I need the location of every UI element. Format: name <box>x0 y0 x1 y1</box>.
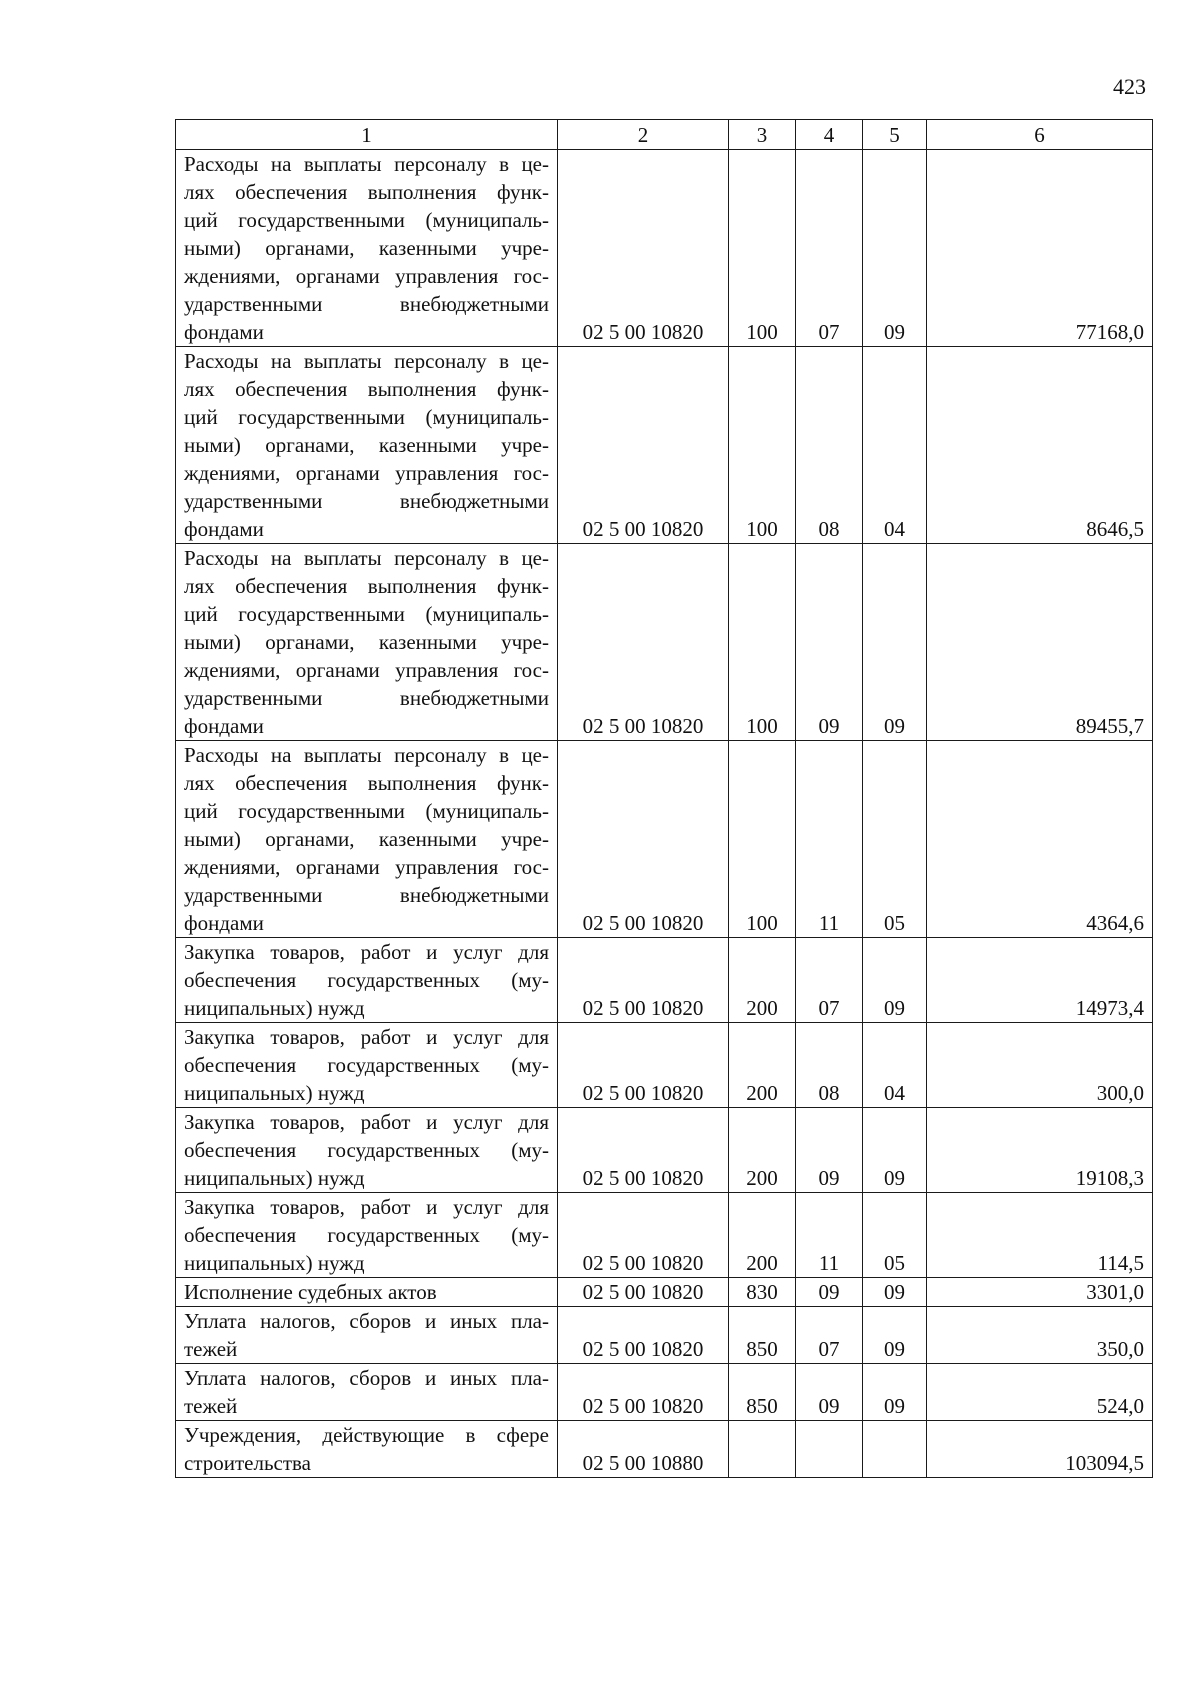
row-description <box>176 544 558 741</box>
description-line: Расходы на выплаты персоналу в це- <box>184 152 549 176</box>
table-row <box>176 1108 1153 1193</box>
description-line: ными) органами, казенными учре- <box>184 827 549 851</box>
row-description <box>176 1193 558 1278</box>
target-article-code: 02 5 00 10820 <box>558 150 729 347</box>
section-code: 09 <box>796 1278 863 1307</box>
description-line: ными) органами, казенными учре- <box>184 236 549 260</box>
page-number: 423 <box>1113 74 1146 99</box>
section-code: 07 <box>796 938 863 1023</box>
expense-type-code <box>729 1421 796 1478</box>
table-row <box>176 347 1153 544</box>
subsection-code: 09 <box>863 544 927 741</box>
table-row <box>176 1421 1153 1478</box>
expense-type-code: 200 <box>729 1023 796 1108</box>
expense-type-code: 100 <box>729 544 796 741</box>
description-line: ждениями, органами управления гос- <box>184 855 549 879</box>
description-line: Исполнение судебных актов <box>184 1280 437 1304</box>
description-line: ными) органами, казенными учре- <box>184 630 549 654</box>
description-line: ниципальных) нужд <box>184 996 365 1020</box>
expense-type-code: 100 <box>729 150 796 347</box>
budget-table <box>175 119 1153 1478</box>
description-line: лях обеспечения выполнения функ- <box>184 180 549 204</box>
section-code: 11 <box>796 741 863 938</box>
row-description <box>176 1421 558 1478</box>
table-row <box>176 544 1153 741</box>
table-header-row <box>176 120 1153 150</box>
description-line: Уплата налогов, сборов и иных пла- <box>184 1366 549 1390</box>
subsection-code: 09 <box>863 150 927 347</box>
description-line: Расходы на выплаты персоналу в це- <box>184 349 549 373</box>
description-line: лях обеспечения выполнения функ- <box>184 574 549 598</box>
description-line: Закупка товаров, работ и услуг для <box>184 1110 549 1134</box>
expense-type-code: 200 <box>729 1193 796 1278</box>
description-line: лях обеспечения выполнения функ- <box>184 377 549 401</box>
subsection-code: 09 <box>863 1108 927 1193</box>
section-code: 09 <box>796 544 863 741</box>
target-article-code: 02 5 00 10820 <box>558 1307 729 1364</box>
expense-type-code: 200 <box>729 1108 796 1193</box>
amount: 524,0 <box>927 1364 1153 1421</box>
subsection-code: 09 <box>863 1278 927 1307</box>
section-code: 11 <box>796 1193 863 1278</box>
section-code: 07 <box>796 1307 863 1364</box>
subsection-code: 04 <box>863 347 927 544</box>
description-line: обеспечения государственных (му- <box>184 1223 549 1247</box>
section-code <box>796 1421 863 1478</box>
description-line: фондами <box>184 911 264 935</box>
table-row <box>176 1278 1153 1307</box>
amount: 3301,0 <box>927 1278 1153 1307</box>
expense-type-code: 200 <box>729 938 796 1023</box>
table-row <box>176 1193 1153 1278</box>
description-line: фондами <box>184 320 264 344</box>
amount: 103094,5 <box>927 1421 1153 1478</box>
amount: 300,0 <box>927 1023 1153 1108</box>
row-description <box>176 150 558 347</box>
table-row <box>176 938 1153 1023</box>
target-article-code: 02 5 00 10820 <box>558 741 729 938</box>
description-line: ниципальных) нужд <box>184 1166 365 1190</box>
expense-type-code: 100 <box>729 741 796 938</box>
section-code: 08 <box>796 1023 863 1108</box>
description-line: ждениями, органами управления гос- <box>184 658 549 682</box>
amount: 114,5 <box>927 1193 1153 1278</box>
subsection-code: 04 <box>863 1023 927 1108</box>
target-article-code: 02 5 00 10820 <box>558 1108 729 1193</box>
section-code: 08 <box>796 347 863 544</box>
description-line: Расходы на выплаты персоналу в це- <box>184 546 549 570</box>
expense-type-code: 850 <box>729 1307 796 1364</box>
amount: 8646,5 <box>927 347 1153 544</box>
subsection-code: 09 <box>863 1364 927 1421</box>
description-line: Закупка товаров, работ и услуг для <box>184 1195 549 1219</box>
target-article-code: 02 5 00 10820 <box>558 1278 729 1307</box>
subsection-code: 09 <box>863 1307 927 1364</box>
expense-type-code: 830 <box>729 1278 796 1307</box>
description-line: Закупка товаров, работ и услуг для <box>184 940 549 964</box>
description-line: строительства <box>184 1451 312 1475</box>
column-header: 4 <box>796 120 863 150</box>
subsection-code: 05 <box>863 1193 927 1278</box>
description-line: ударственными внебюджетными <box>184 883 549 907</box>
amount: 19108,3 <box>927 1108 1153 1193</box>
table-row <box>176 1307 1153 1364</box>
column-header: 3 <box>729 120 796 150</box>
row-description <box>176 1307 558 1364</box>
description-line: тежей <box>184 1394 238 1418</box>
amount: 14973,4 <box>927 938 1153 1023</box>
description-line: тежей <box>184 1337 238 1361</box>
column-header: 5 <box>863 120 927 150</box>
amount: 4364,6 <box>927 741 1153 938</box>
description-line: фондами <box>184 517 264 541</box>
description-line: ждениями, органами управления гос- <box>184 461 549 485</box>
target-article-code: 02 5 00 10820 <box>558 938 729 1023</box>
table-row <box>176 1364 1153 1421</box>
amount: 77168,0 <box>927 150 1153 347</box>
target-article-code: 02 5 00 10820 <box>558 1023 729 1108</box>
description-line: ций государственными (муниципаль- <box>184 405 549 429</box>
target-article-code: 02 5 00 10820 <box>558 544 729 741</box>
target-article-code: 02 5 00 10820 <box>558 1364 729 1421</box>
description-line: ниципальных) нужд <box>184 1081 365 1105</box>
column-header: 6 <box>927 120 1153 150</box>
description-line: Учреждения, действующие в сфере <box>184 1423 549 1447</box>
description-line: ций государственными (муниципаль- <box>184 208 549 232</box>
section-code: 09 <box>796 1108 863 1193</box>
expense-type-code: 100 <box>729 347 796 544</box>
row-description <box>176 1023 558 1108</box>
column-header: 2 <box>558 120 729 150</box>
subsection-code: 05 <box>863 741 927 938</box>
description-line: ударственными внебюджетными <box>184 686 549 710</box>
description-line: обеспечения государственных (му- <box>184 968 549 992</box>
target-article-code: 02 5 00 10880 <box>558 1421 729 1478</box>
row-description <box>176 1108 558 1193</box>
row-description <box>176 1364 558 1421</box>
subsection-code: 09 <box>863 938 927 1023</box>
target-article-code: 02 5 00 10820 <box>558 347 729 544</box>
row-description <box>176 347 558 544</box>
description-line: ударственными внебюджетными <box>184 489 549 513</box>
description-line: ций государственными (муниципаль- <box>184 799 549 823</box>
description-line: ций государственными (муниципаль- <box>184 602 549 626</box>
table-row <box>176 1023 1153 1108</box>
row-description <box>176 938 558 1023</box>
target-article-code: 02 5 00 10820 <box>558 1193 729 1278</box>
description-line: обеспечения государственных (му- <box>184 1053 549 1077</box>
column-header: 1 <box>176 120 558 150</box>
section-code: 07 <box>796 150 863 347</box>
amount: 350,0 <box>927 1307 1153 1364</box>
expense-type-code: 850 <box>729 1364 796 1421</box>
amount: 89455,7 <box>927 544 1153 741</box>
table-row <box>176 741 1153 938</box>
description-line: ниципальных) нужд <box>184 1251 365 1275</box>
table-row <box>176 150 1153 347</box>
description-line: Расходы на выплаты персоналу в це- <box>184 743 549 767</box>
description-line: Уплата налогов, сборов и иных пла- <box>184 1309 549 1333</box>
row-description <box>176 741 558 938</box>
description-line: обеспечения государственных (му- <box>184 1138 549 1162</box>
description-line: ждениями, органами управления гос- <box>184 264 549 288</box>
subsection-code <box>863 1421 927 1478</box>
row-description <box>176 1278 558 1307</box>
description-line: Закупка товаров, работ и услуг для <box>184 1025 549 1049</box>
description-line: ударственными внебюджетными <box>184 292 549 316</box>
section-code: 09 <box>796 1364 863 1421</box>
description-line: ными) органами, казенными учре- <box>184 433 549 457</box>
description-line: фондами <box>184 714 264 738</box>
description-line: лях обеспечения выполнения функ- <box>184 771 549 795</box>
